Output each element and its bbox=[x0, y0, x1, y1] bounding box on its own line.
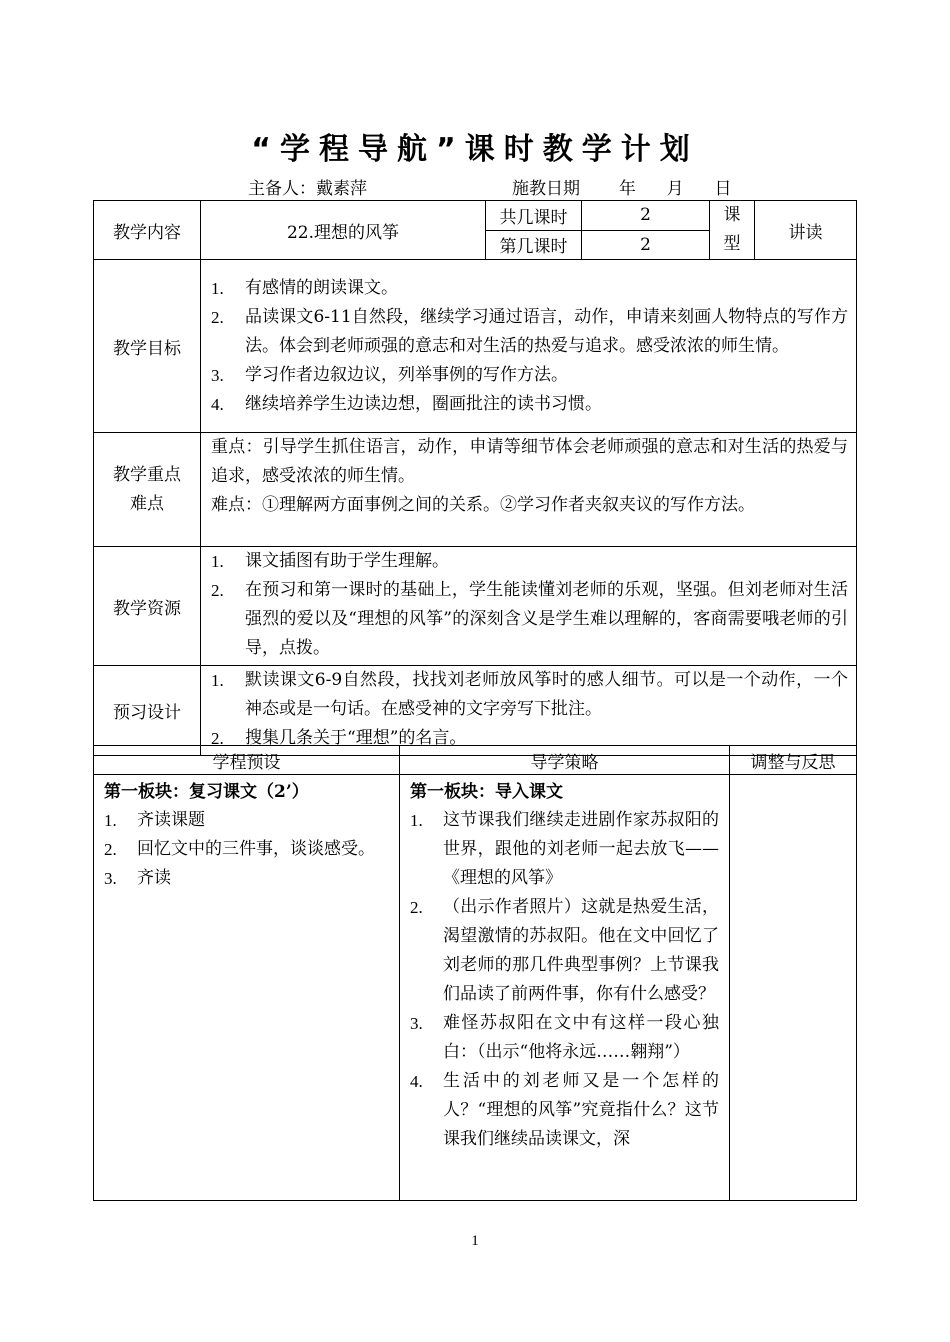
list-item: 1. 齐读课题 bbox=[104, 810, 205, 830]
preview-cell bbox=[201, 666, 857, 756]
type-label-char-2: 型 bbox=[723, 234, 741, 254]
key-difficult-cell bbox=[201, 433, 857, 547]
col-header-reflection: 调整与反思 bbox=[730, 746, 857, 775]
list-item: 3. 齐读 bbox=[104, 868, 171, 888]
strategy-list bbox=[410, 806, 719, 1154]
preview-label: 预习设计 bbox=[94, 666, 201, 756]
list-item: 1. 有感情的朗读课文。 bbox=[211, 277, 398, 298]
list-item: 1. 课文插图有助于学生理解。 bbox=[211, 551, 449, 571]
list-item: 4. 生活中的刘老师又是一个怎样的人？“理想的风筝”究竟指什么？这节课我们继续品读课文，深 bbox=[410, 1071, 719, 1149]
list-item: 2. 在预习和第一课时的基础上，学生能读懂刘老师的乐观，坚强。但刘老师对生活强烈的爱以及“理想的风筝”的深刻含义是学生难以理解的，客商需要哦老师的引导，点拨。 bbox=[211, 580, 848, 658]
date-day: 日 bbox=[714, 179, 732, 199]
which-hour-label: 第几课时 bbox=[486, 230, 582, 260]
list-item: 2. 搜集几条关于“理想”的名言。 bbox=[211, 728, 467, 748]
which-hour-value: 2 bbox=[582, 230, 710, 260]
list-item: 4. 继续培养学生边读边想，圈画批注的读书习惯。 bbox=[211, 393, 602, 414]
strategy-block-title: 第一板块：导入课文 bbox=[410, 782, 563, 802]
col-header-strategy: 导学策略 bbox=[400, 746, 730, 775]
list-item: 1. 这节课我们继续走进剧作家苏叔阳的世界，跟他的刘老师一起去放飞——《理想的风筝》 bbox=[410, 810, 719, 888]
key-label: 教学重点 bbox=[113, 464, 181, 485]
goals-cell bbox=[201, 260, 857, 433]
reflection-cell bbox=[730, 775, 857, 1201]
type-label bbox=[710, 201, 755, 260]
resources-label: 教学资源 bbox=[94, 547, 201, 666]
type-label-char-1: 课 bbox=[723, 205, 741, 225]
plan-list bbox=[104, 806, 393, 893]
date-label: 施教日期 bbox=[512, 179, 580, 199]
type-value: 讲读 bbox=[755, 201, 857, 260]
difficult-text: 难点：①理解两方面事例之间的关系。②学习作者夹叙夹议的写作方法。 bbox=[211, 495, 755, 515]
date-line bbox=[512, 174, 731, 199]
process-table bbox=[93, 745, 857, 1201]
date-month: 月 bbox=[666, 179, 684, 199]
page-number: 1 bbox=[471, 1233, 479, 1249]
preparer-line bbox=[248, 174, 367, 199]
list-item: 3. 难怪苏叔阳在文中有这样一段心独白：（出示“他将永远……翱翔”） bbox=[410, 1013, 719, 1062]
goals-label: 教学目标 bbox=[94, 260, 201, 433]
col-header-plan: 学程预设 bbox=[94, 746, 400, 775]
preparer-name: 戴素萍 bbox=[316, 179, 367, 199]
key-text: 重点：引导学生抓住语言，动作，申请等细节体会老师顽强的意志和对生活的热爱与追求，感受浓浓的师生情。 bbox=[211, 437, 848, 486]
date-year: 年 bbox=[618, 179, 636, 199]
page-title: “学程导航”课时教学计划 bbox=[251, 132, 699, 167]
difficult-label: 难点 bbox=[130, 493, 164, 514]
total-hours-label: 共几课时 bbox=[486, 201, 582, 231]
goals-list bbox=[211, 274, 848, 419]
total-hours-value: 2 bbox=[582, 201, 710, 231]
strategy-cell bbox=[400, 775, 730, 1201]
key-difficult-label bbox=[94, 433, 201, 547]
plan-table bbox=[93, 200, 857, 756]
resources-cell bbox=[201, 547, 857, 666]
list-item: 1. 默读课文6-9自然段，找找刘老师放风筝时的感人细节。可以是一个动作，一个神态或是一句话。在感受神的文字旁写下批注。 bbox=[211, 670, 848, 719]
content-label: 教学内容 bbox=[94, 201, 201, 260]
resources-list bbox=[211, 547, 848, 663]
list-item: 3. 学习作者边叙边议，列举事例的写作方法。 bbox=[211, 364, 568, 385]
plan-cell bbox=[94, 775, 400, 1201]
plan-block-title: 第一板块：复习课文（2’） bbox=[104, 782, 309, 802]
list-item: 2. 回忆文中的三件事，谈谈感受。 bbox=[104, 839, 375, 859]
list-item: 2. 品读课文6-11自然段，继续学习通过语言，动作，申请来刻画人物特点的写作方法。体会到老师顽强的意志和对生活的热爱与追求。感受浓浓的师生情。 bbox=[211, 306, 848, 356]
list-item: 2. （出示作者照片）这就是热爱生活，渴望激情的苏叔阳。他在文中回忆了刘老师的那几件典型事例？上节课我们品读了前两件事，你有什么感受？ bbox=[410, 897, 719, 1004]
preparer-label: 主备人： bbox=[248, 179, 316, 199]
preview-list bbox=[211, 666, 848, 753]
content-value: 22.理想的风筝 bbox=[201, 201, 486, 260]
